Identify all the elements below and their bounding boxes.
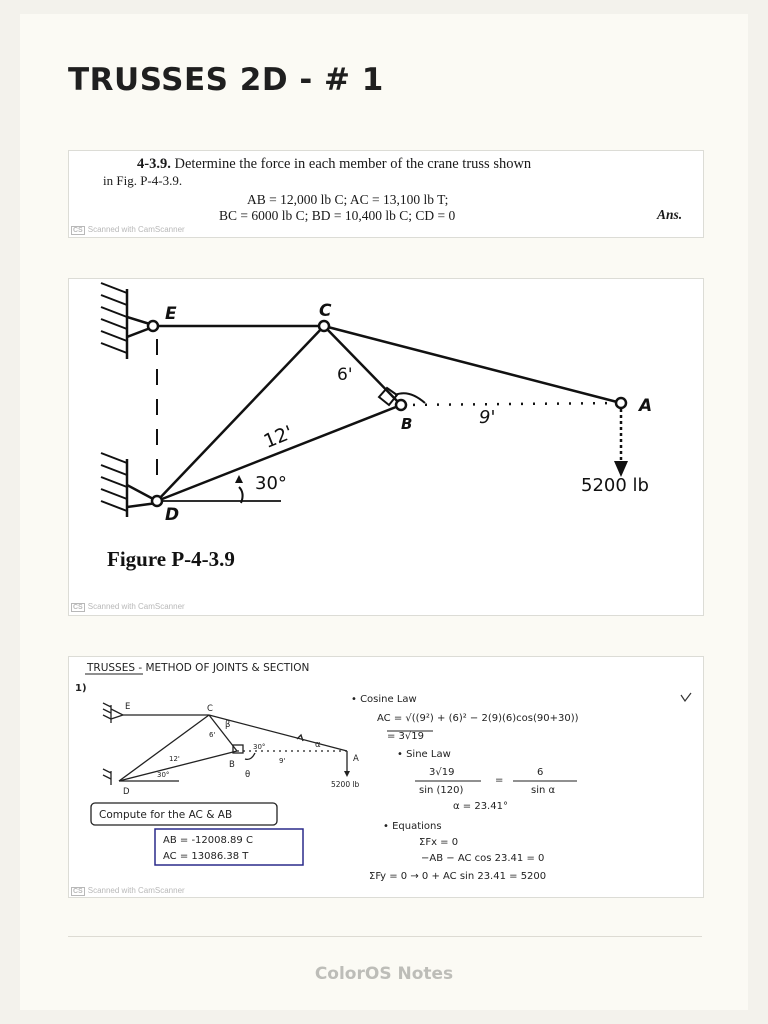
sketch-load-arrow-icon: [344, 771, 350, 777]
sketch-label-twelve: 12': [169, 755, 180, 763]
sketch-label-thirty-a: 30°: [157, 771, 170, 779]
member-ba: [401, 403, 621, 405]
sketch-label-b: B: [229, 760, 235, 770]
camscanner-watermark: [71, 602, 185, 612]
problem-text-line2: in Fig. P-4-3.9.: [103, 173, 183, 188]
label-a: A: [639, 396, 653, 416]
note-title[interactable]: TRUSSES 2D - # 1: [68, 62, 384, 98]
alpha-result: α = 23.41°: [453, 801, 508, 812]
length-bc: 6': [337, 365, 353, 385]
cosine-law-result: = 3√19: [387, 731, 425, 742]
member-ca: [324, 326, 621, 403]
ans-label: Ans.: [657, 207, 683, 222]
label-c: C: [319, 301, 332, 321]
load-label: 5200 lb: [581, 475, 649, 496]
member-cb: [324, 326, 401, 405]
solution-scan-image[interactable]: [68, 656, 704, 898]
camscanner-logo: CS: [73, 888, 83, 895]
label-b: B: [401, 415, 413, 433]
length-db: 12': [260, 421, 297, 453]
sine-equals: =: [495, 775, 504, 786]
sketch-label-c: C: [207, 704, 213, 714]
eq-fy: ΣFy = 0 → 0 + AC sin 23.41 = 5200: [369, 871, 547, 882]
equations-title: • Equations: [383, 821, 442, 832]
sine-den-right: sin α: [531, 785, 556, 796]
sketch-label-beta: β: [225, 720, 231, 730]
cosine-law-eq: AC = √((9²) + (6)² − 2(9)(6)cos(90+30)): [377, 713, 579, 724]
camscanner-logo: CS: [73, 227, 83, 234]
figure-caption: Figure P-4-3.9: [107, 547, 235, 571]
sketch-label-a: A: [353, 754, 359, 764]
joint-a: [616, 398, 626, 408]
sine-num-right: 6: [537, 767, 544, 778]
app-name-footer: ColorOS Notes: [314, 964, 454, 984]
wall-top-hatch: [101, 283, 127, 353]
sine-den-left: sin (120): [419, 785, 464, 796]
eq-fx: −AB − AC cos 23.41 = 0: [421, 853, 545, 864]
sketch-label-load: 5200 lb: [331, 780, 360, 789]
problem-number: 4-3.9.: [137, 156, 171, 172]
handwritten-solution: [69, 657, 703, 897]
solution-sketch: [103, 703, 347, 785]
camscanner-watermark: [71, 886, 185, 896]
sketch-label-d: D: [123, 787, 130, 797]
compute-box-text: Compute for the AC & AB: [99, 809, 233, 821]
result-ac: AC = 13086.38 T: [163, 851, 249, 862]
wall-bottom-hatch: [101, 453, 127, 511]
length-ba: 9': [479, 407, 496, 428]
problem-statement-line1: [137, 156, 531, 173]
sine-law-title: • Sine Law: [397, 749, 451, 760]
sketch-label-nine: 9': [279, 757, 286, 765]
sketch-label-alpha: α: [315, 740, 321, 750]
problem-scan-image[interactable]: [68, 150, 704, 238]
cosine-law-title: • Cosine Law: [351, 694, 417, 705]
camscanner-logo: CS: [73, 604, 83, 611]
joint-c: [319, 321, 329, 331]
result-ab: AB = -12008.89 C: [163, 835, 253, 846]
problem-text-line1: Determine the force in each member of the crane truss shown: [174, 156, 532, 172]
answer-line1: AB = 12,000 lb C; AC = 13,100 lb T;: [247, 192, 449, 207]
item-number: 1): [75, 683, 87, 694]
label-d: D: [165, 505, 180, 525]
eq-sum-fx: ΣFx = 0: [419, 837, 459, 848]
camscanner-text: Scanned with CamScanner: [87, 886, 185, 895]
joint-d: [152, 496, 162, 506]
footer-divider: [68, 936, 702, 937]
member-dc: [157, 326, 324, 501]
label-e: E: [165, 304, 177, 324]
sketch-label-thirty-b: 30°: [253, 743, 266, 751]
joint-b: [396, 400, 406, 410]
camscanner-text: Scanned with CamScanner: [87, 225, 185, 234]
joint-e: [148, 321, 158, 331]
answer-line2: BC = 6000 lb C; BD = 10,400 lb C; CD = 0: [219, 208, 456, 223]
camscanner-watermark: [71, 225, 185, 235]
angle-arrow-icon: [235, 475, 243, 483]
sketch-label-e: E: [125, 702, 131, 712]
camscanner-text: Scanned with CamScanner: [87, 602, 185, 611]
solution-heading: TRUSSES - METHOD OF JOINTS & SECTION: [87, 662, 310, 674]
checkmark-icon: [681, 693, 691, 701]
truss-figure: [69, 279, 703, 615]
angle-label: 30°: [255, 473, 287, 494]
sine-num-left: 3√19: [429, 767, 455, 778]
sketch-label-six: 6': [209, 731, 216, 739]
truss-figure-scan-image[interactable]: [68, 278, 704, 616]
sketch-label-theta: θ: [245, 770, 251, 780]
